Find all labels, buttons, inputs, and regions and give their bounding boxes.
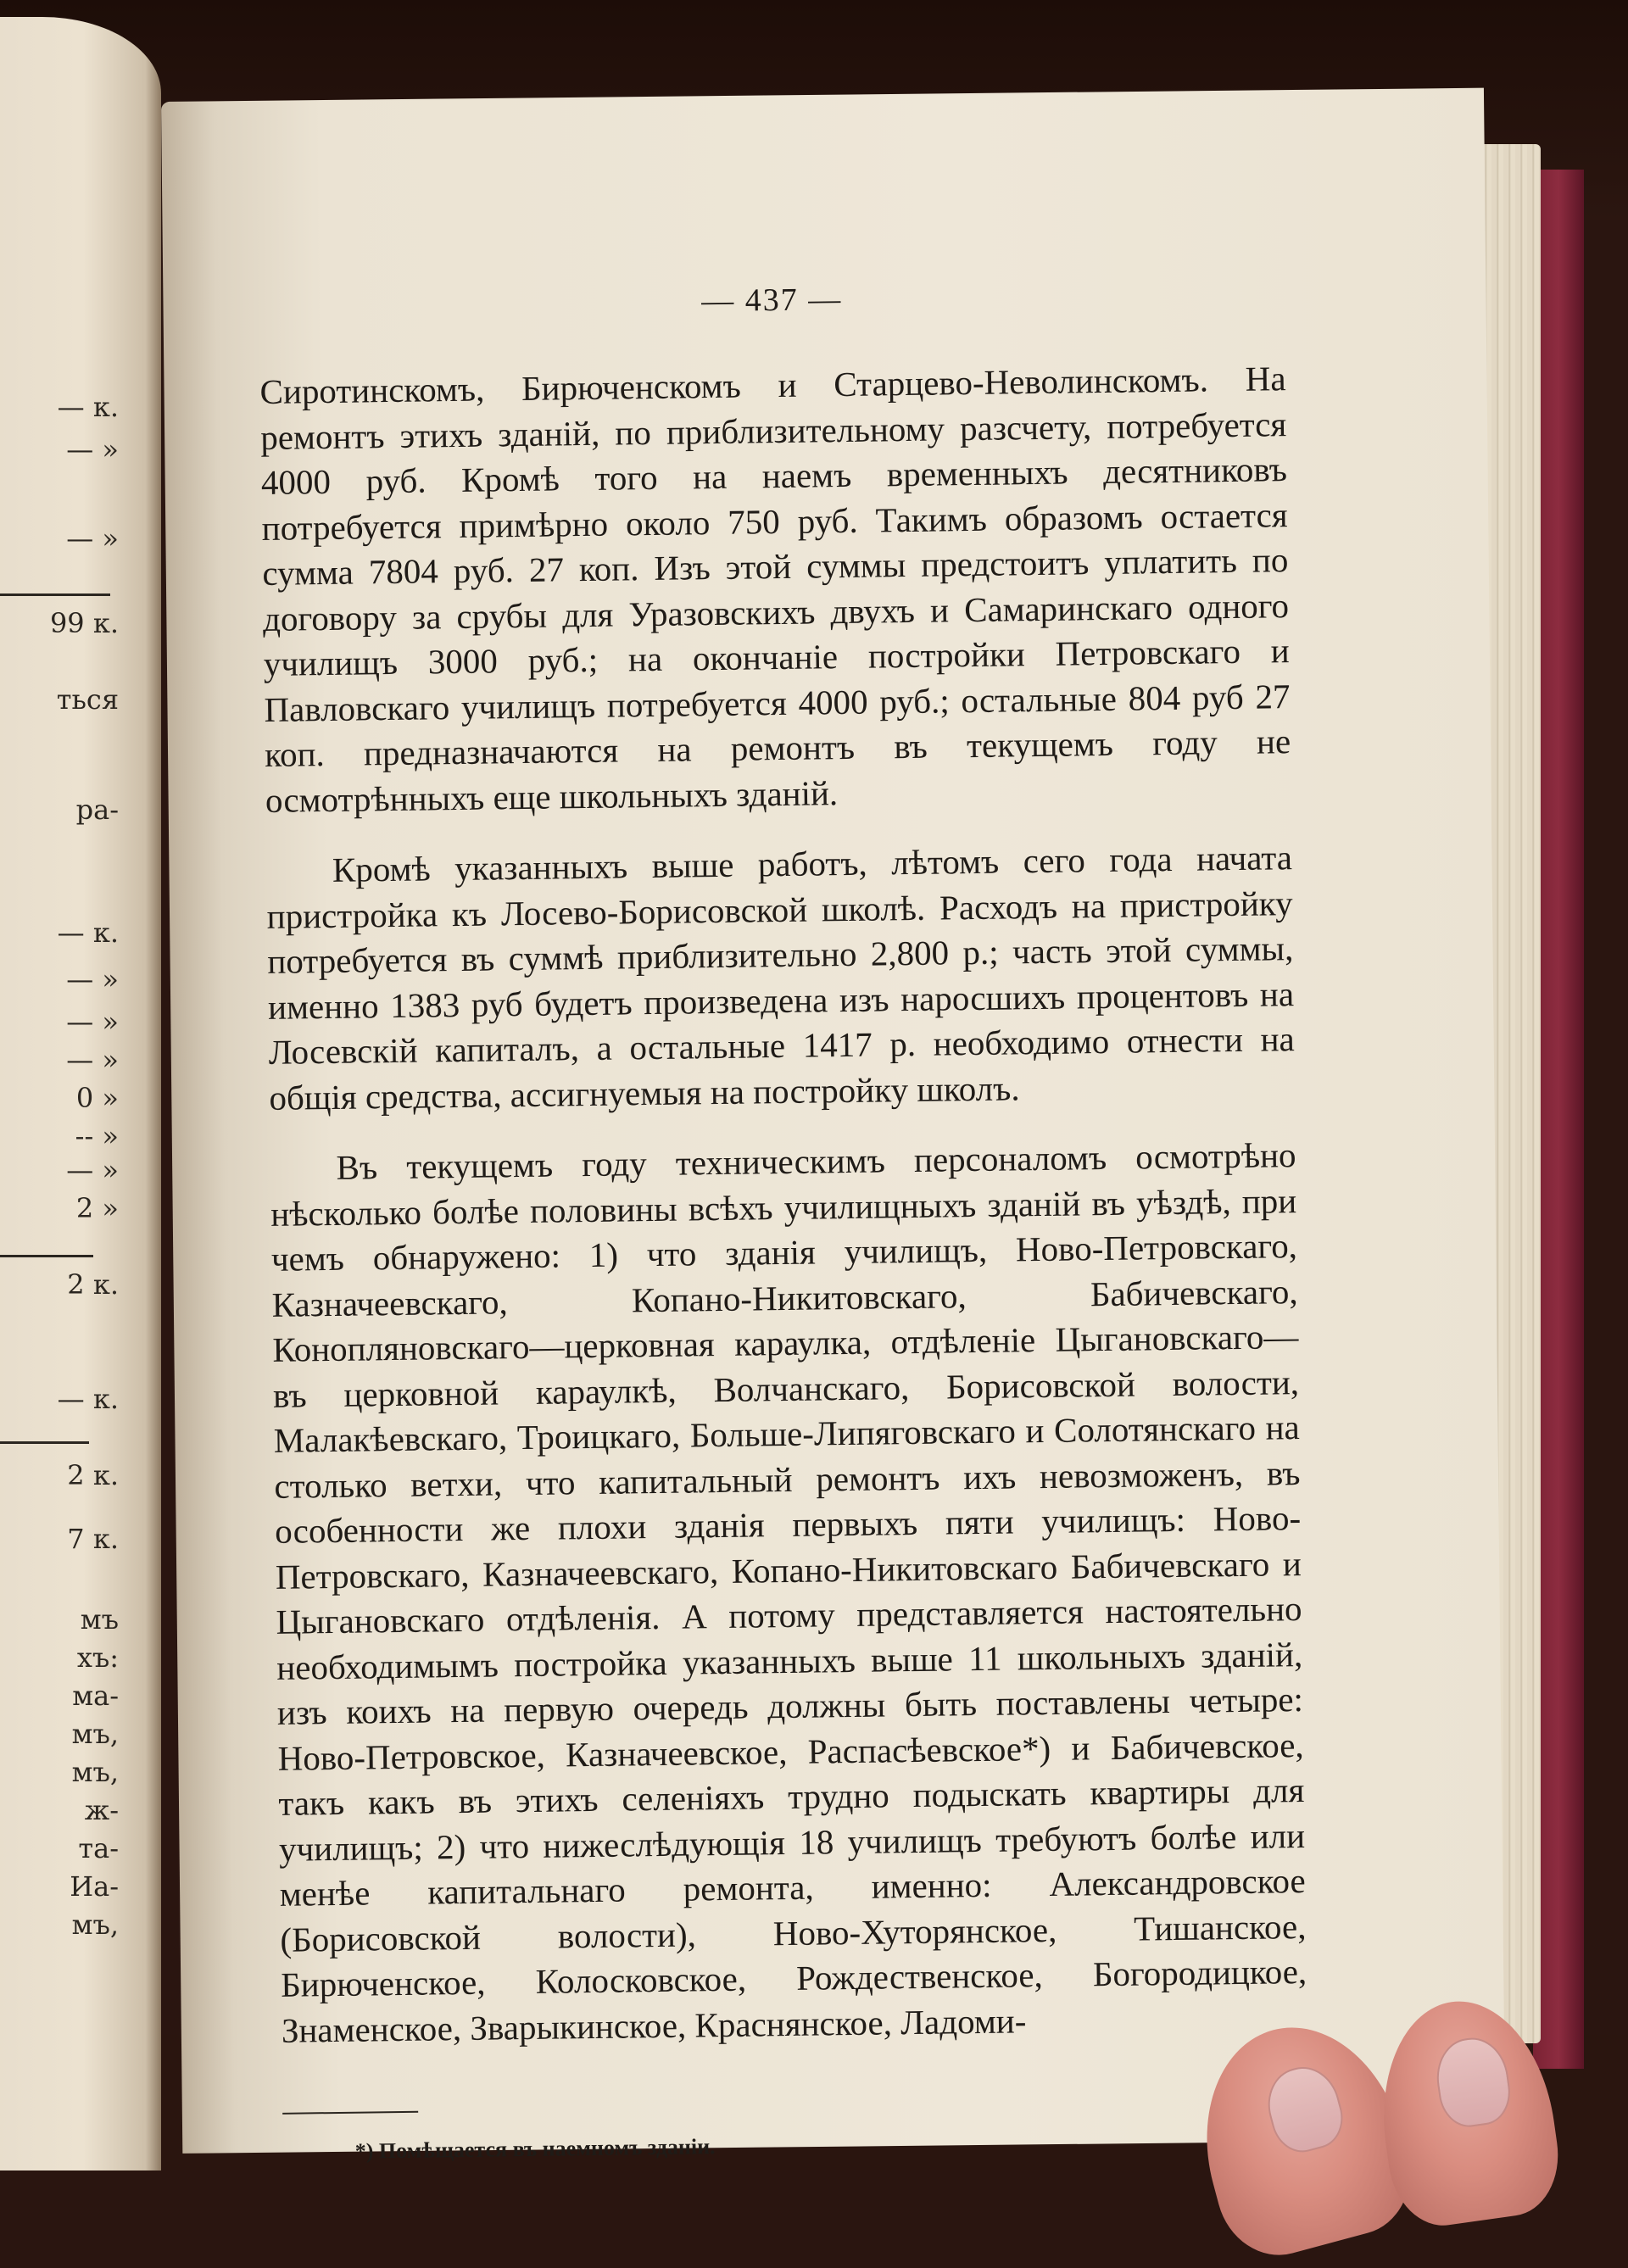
left-page-total-rule bbox=[0, 1441, 89, 1444]
left-page-text-fragment: та- bbox=[78, 1832, 119, 1864]
left-page-text-fragment: — к. bbox=[57, 917, 119, 949]
left-page-text-fragment: — » bbox=[66, 1154, 119, 1186]
left-page-text-fragment: 2 » bbox=[75, 1192, 119, 1224]
left-page-text-fragment: — » bbox=[66, 1006, 119, 1038]
book-cover-edge bbox=[1533, 170, 1584, 2069]
left-page-total-rule bbox=[0, 1255, 93, 1257]
left-page-text-fragment: хъ: bbox=[76, 1641, 119, 1674]
left-page-total-rule bbox=[0, 593, 110, 596]
left-page-text-fragment: ться bbox=[56, 683, 119, 716]
paragraph-1: Сиротинскомъ, Бирюченскомъ и Старцево-Неволинскомъ. На ремонтъ этихъ зданій, по приблизительному разсчету, потребуется 4000 руб. Кромѣ того на наемъ временныхъ десятниковъ потребуется примѣрно около 750 руб. Такимъ образомъ остается сумма 7804 руб. 27 коп. Изъ этой суммы предстоитъ уплатить по договору за срубы для Уразовскихъ двухъ и Самаринскаго одного училищъ 3000 руб.; на окончаніе постройки Петровскаго и Павловскаго училищъ потребуется 4000 руб.; остальные 804 руб 27 коп. предназначаются на ремонтъ въ текущемъ году не осмотрѣнныхъ еще школьныхъ зданій. bbox=[259, 359, 1291, 820]
left-page-text-fragment: 99 к. bbox=[49, 607, 119, 639]
left-page-text-fragment: -- » bbox=[75, 1120, 119, 1152]
page-text-block bbox=[259, 275, 1309, 2165]
page-number: — 437 — bbox=[700, 281, 843, 320]
footnote-rule bbox=[282, 2111, 418, 2115]
left-page-text-fragment: 7 к. bbox=[67, 1523, 119, 1555]
left-page-text-fragment: 2 к. bbox=[67, 1268, 119, 1301]
left-page-text-fragment: мъ bbox=[80, 1603, 119, 1636]
left-page-text-fragment: — » bbox=[66, 1044, 119, 1076]
left-page-text-fragment: — » bbox=[66, 522, 119, 554]
left-page-text-fragment: ма- bbox=[72, 1680, 119, 1712]
left-page-text-fragment: — к. bbox=[57, 1383, 119, 1415]
left-page-text-fragment: — » bbox=[66, 963, 119, 995]
left-page-text-fragment: Иа- bbox=[70, 1870, 119, 1903]
fingernail bbox=[1431, 2033, 1514, 2131]
left-page-text-fragment: ра- bbox=[75, 794, 119, 826]
paragraph-2: Кромѣ указанныхъ выше работъ, лѣтомъ сего года начата пристройка къ Лосево-Борисовской школѣ. Расходъ на пристройку потребуется въ суммѣ приблизительно 2,800 р.; часть этой суммы, именно 1383 руб будетъ произведена изъ наросшихъ процентовъ на Лосевскій капиталъ, а остальные 1417 р. необходимо отнести на общія средства, ассигнуемыя на постройку школъ. bbox=[266, 838, 1295, 1117]
left-page-text-fragment: 0 » bbox=[75, 1082, 119, 1114]
fingernail bbox=[1259, 2059, 1350, 2159]
left-page-text-fragment: — к. bbox=[57, 391, 119, 423]
left-page-text-fragment: — » bbox=[66, 433, 119, 465]
paragraph-3: Въ текущемъ году техническимъ персоналомъ осмотрѣно нѣсколько болѣе половины всѣхъ училищныхъ зданій въ уѣздѣ, при чемъ обнаружено: 1) что зданія училищъ, Ново-Петровскаго, Казначеевскаго, Копано-Никитовскаго, Бабичевскаго, Конопляновскаго—церковная караулка, отдѣленіе Цыгановскаго—въ церковной караулкѣ, Волчанскаго, Борисовской волости, Малакѣевскаго, Троицкаго, Больше-Липяговскаго и Солотянскаго на столько ветхи, что капитальный ремонтъ ихъ невозможенъ, въ особенности же плохи зданія первыхъ пяти училищъ: Ново-Петровскаго, Казначеевскаго, Копано-Никитовскаго Бабичевскаго и Цыгановскаго отдѣленія. А потому представляется настоятельно необходимымъ постройка указанныхъ выше 11 школьныхъ зданій, изъ коихъ на первую очередь должны быть поставлены четыре: Ново-Петровское, Казначеевское, Распасѣевское*) и Бабичевское, такъ какъ въ этихъ селеніяхъ трудно подыскать квартиры для училищъ; 2) что нижеслѣдующія 18 училищъ требуютъ болѣе или менѣе капитальнаго ремонта, именно: Александровское (Борисовской волости), Ново-Хуторянское, Тишанское, Бирюченское, Колосковское, Рождественское, Богородицкое, Знаменское, Зварыкинское, Краснянское, Ладоми- bbox=[270, 1135, 1307, 2050]
left-page-text-fragment: мъ, bbox=[71, 1756, 119, 1788]
left-page-text-fragment: ж- bbox=[84, 1794, 119, 1826]
left-page-text-fragment: мъ, bbox=[71, 1909, 119, 1941]
left-page bbox=[0, 17, 161, 2170]
footnote: *) Помѣщается въ наемномъ зданіи. bbox=[354, 2134, 716, 2164]
left-page-text-fragment: 2 к. bbox=[67, 1459, 119, 1491]
left-page-text-fragment: мъ, bbox=[71, 1718, 119, 1750]
